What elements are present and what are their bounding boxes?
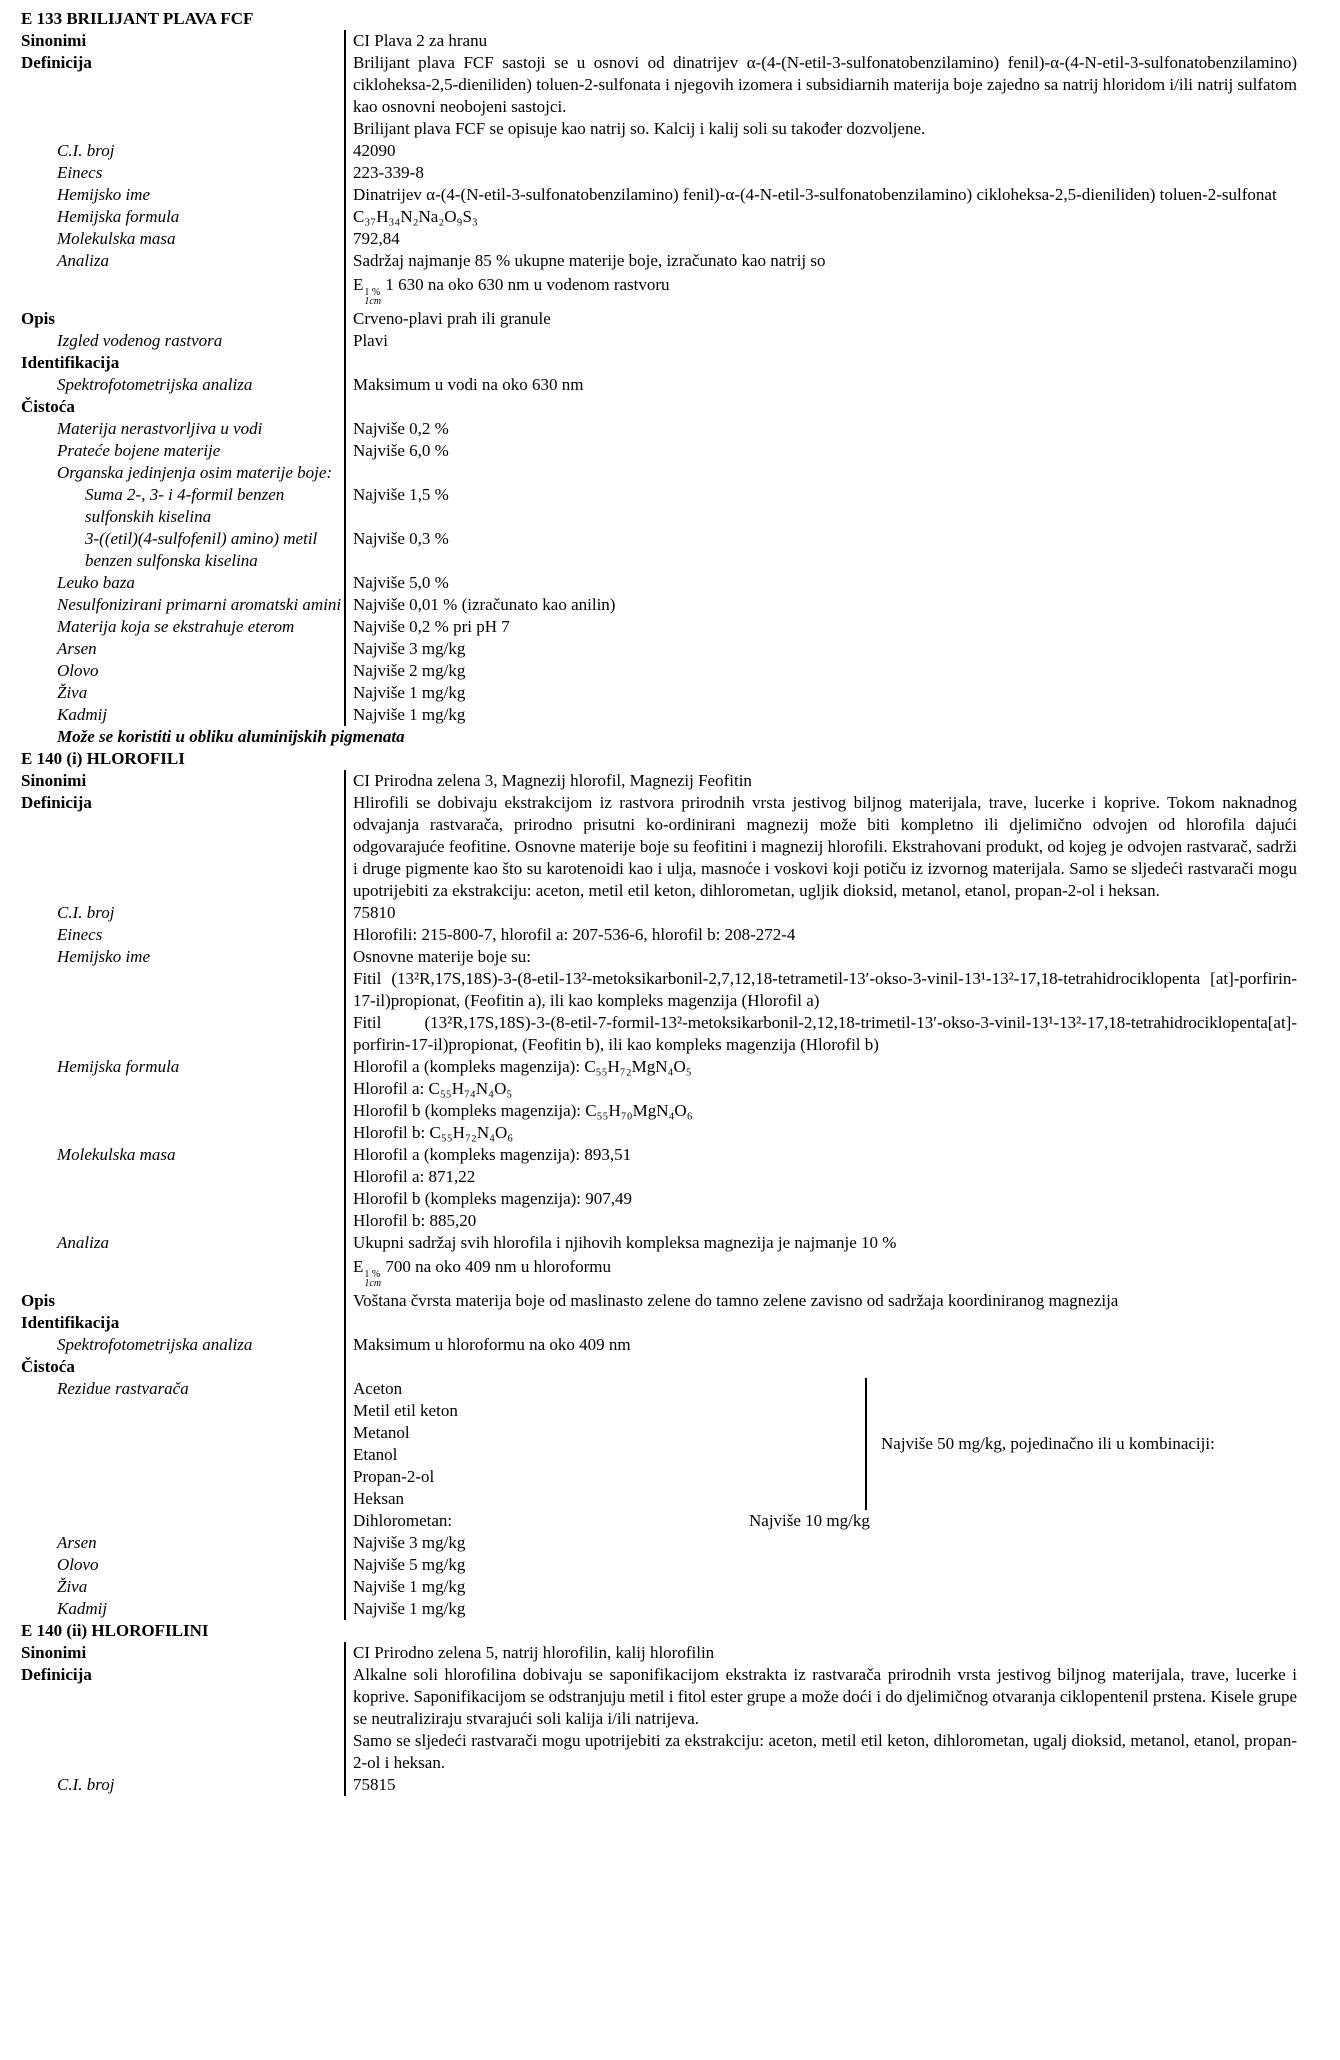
row-value [344, 184, 1297, 206]
value-line: 42090 [353, 141, 396, 160]
row-label: Definicija [21, 53, 92, 72]
value-line: Najviše 5 mg/kg [353, 1555, 466, 1574]
row-value [344, 1144, 1297, 1232]
value-line: Najviše 0,3 % [353, 529, 449, 548]
table-row [21, 1144, 1297, 1232]
row-label: Hemijsko ime [57, 947, 151, 966]
table-row [21, 184, 1297, 206]
row-value [344, 1774, 1297, 1796]
value-line: Najviše 0,2 % [353, 419, 449, 438]
solvent-item: Etanol [353, 1445, 398, 1464]
row-value [344, 1554, 1297, 1576]
extinction-subscript: 1cm [364, 1278, 382, 1289]
table-row [21, 946, 1297, 1056]
table-row [21, 1290, 1297, 1312]
table-row [21, 638, 1297, 660]
solvent-item: Aceton [353, 1379, 403, 1398]
table-row [21, 594, 1297, 616]
value-line: CI Prirodno zelena 5, natrij hlorofilin, kalij hlorofilin [353, 1643, 715, 1662]
section-heading: E 140 (ii) HLOROFILINI [21, 1621, 209, 1640]
value-line: Ukupni sadržaj svih hlorofila i njihovih kompleksa magnezija je najmanje 10 % [353, 1233, 897, 1252]
extinction-value: 1 630 na oko 630 nm u vodenom rastvoru [381, 275, 670, 294]
row-label: Definicija [21, 793, 92, 812]
row-value [344, 1232, 1297, 1290]
row-label: Sinonimi [21, 1643, 87, 1662]
row-label: Olovo [57, 1555, 99, 1574]
document-section [21, 8, 1297, 748]
table-row [21, 1774, 1297, 1796]
document-section [21, 748, 1297, 1620]
row-value [344, 30, 1297, 52]
solvent-residues-block [353, 1378, 1297, 1532]
value-line: Najviše 0,01 % (izračunato kao anilin) [353, 595, 616, 614]
row-label: Einecs [57, 163, 103, 182]
table-row [21, 30, 1297, 52]
row-label: Materija nerastvorljiva u vodi [57, 419, 263, 438]
row-label: Organska jedinjenja osim materije boje: [57, 463, 333, 482]
row-label: 3-((etil)(4-sulfofenil) amino) metil benzen sulfonska kiselina [85, 529, 318, 570]
table-row [21, 396, 1297, 418]
row-value [344, 1356, 1297, 1378]
row-label: Kadmij [57, 1599, 108, 1618]
table-row [21, 462, 1297, 484]
solvent-item: Metil etil keton [353, 1401, 458, 1420]
solvent-item: Heksan [353, 1489, 404, 1508]
value-line: Samo se sljedeći rastvarači mogu upotrijebiti za ekstrakciju: aceton, metil etil keton, dihlorometan, ugalj dioksid, metanol, etanol, propan-2-ol i heksan. [353, 1731, 1297, 1772]
section-heading: E 133 BRILIJANT PLAVA FCF [21, 9, 254, 28]
value-line: Hlorofil b (kompleks magenzija): C₅₅H₇₀MgN₄O₆ [353, 1101, 693, 1120]
table-row [21, 902, 1297, 924]
row-label: Molekulska masa [57, 1145, 176, 1164]
value-line: Dinatrijev α-(4-(N-etil-3-sulfonatobenzilamino) fenil)-α-(4-N-etil-3-sulfonatobenzilamino) cikloheksa-2,5-dieniliden) toluen-2-sulfonat [353, 185, 1277, 204]
row-value [344, 140, 1297, 162]
solvent-item: Metanol [353, 1423, 410, 1442]
extinction-line [353, 272, 1297, 308]
row-label: Nesulfonizirani primarni aromatski amini [57, 595, 342, 614]
row-label: Živa [57, 1577, 88, 1596]
solvent-combined-limit-text: Najviše 50 mg/kg, pojedinačno ili u kombinaciji: [881, 1434, 1215, 1453]
value-line: Hlorofil a: 871,22 [353, 1167, 476, 1186]
value-line: Najviše 1 mg/kg [353, 705, 466, 724]
solvent-bracket-group [353, 1378, 1297, 1510]
value-line: Najviše 0,2 % pri pH 7 [353, 617, 510, 636]
table-row [21, 52, 1297, 140]
value-line: Fitil (13²R,17S,18S)-3-(8-etil-13²-metoksikarbonil-2,7,12,18-tetrametil-13′-okso-3-vinil-13¹-13²-17,18-tetrahidrociklopenta [at]-porfirin-17-il)propionat, (Feofitin a), ili kao kompleks magenzija (Hlorofil a) [353, 969, 1297, 1010]
row-label: Sinonimi [21, 771, 87, 790]
solvent-limit: Najviše 10 mg/kg [749, 1511, 870, 1530]
table-row [21, 1598, 1297, 1620]
table-row [21, 308, 1297, 330]
table-row [21, 660, 1297, 682]
value-line: Najviše 1 mg/kg [353, 1577, 466, 1596]
row-label: Identifikacija [21, 1313, 120, 1332]
value-line: 75815 [353, 1775, 396, 1794]
row-value [344, 594, 1297, 616]
row-value [344, 682, 1297, 704]
value-line: CI Plava 2 za hranu [353, 31, 488, 50]
row-label: Opis [21, 1291, 56, 1310]
row-value [344, 440, 1297, 462]
table-row [21, 682, 1297, 704]
row-label: Hemijska formula [57, 1057, 180, 1076]
row-label: Čistoća [21, 1357, 75, 1376]
row-value [344, 902, 1297, 924]
row-label: Analiza [57, 251, 109, 270]
table-row [21, 924, 1297, 946]
row-value [344, 228, 1297, 250]
row-value [344, 572, 1297, 594]
table-row [21, 374, 1297, 396]
extinction-value: 700 na oko 409 nm u hloroformu [381, 1257, 612, 1276]
table-row [21, 770, 1297, 792]
table-row [21, 616, 1297, 638]
row-value [344, 462, 1297, 484]
value-line: Hlorofil a: C₅₅H₇₄N₄O₅ [353, 1079, 513, 1098]
table-row [21, 330, 1297, 352]
value-line: Najviše 6,0 % [353, 441, 449, 460]
value-line: CI Prirodna zelena 3, Magnezij hlorofil, Magnezij Feofitin [353, 771, 752, 790]
row-label: Kadmij [57, 705, 108, 724]
row-label: Spektrofotometrijska analiza [57, 375, 253, 394]
row-label: Suma 2-, 3- i 4-formil benzen sulfonskih kiselina [85, 485, 285, 526]
table-row [21, 1642, 1297, 1664]
row-value [344, 1532, 1297, 1554]
extinction-stack [364, 1270, 381, 1288]
row-value [344, 418, 1297, 440]
section-footnote: Može se koristiti u obliku aluminijskih pigmenata [57, 727, 405, 746]
table-row [21, 162, 1297, 184]
row-label: Identifikacija [21, 353, 120, 372]
row-label: Čistoća [21, 397, 75, 416]
row-value [344, 1576, 1297, 1598]
row-label: Opis [21, 309, 56, 328]
row-value [344, 638, 1297, 660]
table-row [21, 484, 1297, 528]
row-label: Arsen [57, 1533, 97, 1552]
row-label: C.I. broj [57, 903, 115, 922]
row-label: Materija koja se ekstrahuje eterom [57, 617, 295, 636]
row-label: Prateće bojene materije [57, 441, 221, 460]
table-row [21, 1532, 1297, 1554]
value-line: Hlorofil a (kompleks magenzija): 893,51 [353, 1145, 632, 1164]
value-line: Brilijant plava FCF se opisuje kao natrij so. Kalcij i kalij soli su također dozvoljene. [353, 119, 926, 138]
value-line: Najviše 5,0 % [353, 573, 449, 592]
row-value [344, 528, 1297, 572]
row-value [344, 52, 1297, 140]
table-row [21, 1554, 1297, 1576]
row-value [344, 308, 1297, 330]
row-value [344, 1378, 1297, 1532]
row-value [344, 924, 1297, 946]
value-line: Plavi [353, 331, 388, 350]
value-line: Najviše 1 mg/kg [353, 1599, 466, 1618]
table-row [21, 1312, 1297, 1334]
table-row [21, 250, 1297, 308]
row-value [344, 330, 1297, 352]
row-label: Analiza [57, 1233, 109, 1252]
row-label: Molekulska masa [57, 229, 176, 248]
table-row [21, 1056, 1297, 1144]
table-row [21, 528, 1297, 572]
table-row [21, 418, 1297, 440]
value-line: Hlorofil a (kompleks magenzija): C₅₅H₇₂MgN₄O₅ [353, 1057, 692, 1076]
row-value [344, 946, 1297, 1056]
table-row [21, 1576, 1297, 1598]
value-line: Hlirofili se dobivaju ekstrakcijom iz rastvora prirodnih vrsta jestivog biljnog materijala, trave, lucerke i koprive. Tokom naknadnog odvajanja rastvarača, prirodno prisutni ko-ordinirani magnezij može biti kompletno ili djelimično odvojen od hlorofila dajući odgovarajuće feofitine. Osnovne materije boje su feofitini i magnezij hlorofili. Ekstrahovani produkt, od kojeg je odvojen rastvarač, sadrži i druge pigmente kao što su karotenoidi kao i ulja, masnoće i voskovi koji potiču iz izvornog materijala. Samo se sljedeći rastvarači mogu upotrijebiti za ekstrakciju: aceton, metil etil keton, dihlorometan, ugljik dioksid, metanol, etanol, propan-2-ol i heksan. [353, 793, 1297, 900]
value-line: Najviše 1,5 % [353, 485, 449, 504]
value-line: Hlorofili: 215-800-7, hlorofil a: 207-536-6, hlorofil b: 208-272-4 [353, 925, 796, 944]
row-value [344, 770, 1297, 792]
value-line: Fitil (13²R,17S,18S)-3-(8-etil-7-formil-13²-metoksikarbonil-2,12,18-trimetil-13′-okso-3-vinil-13¹-13²-17,18-tetrahidrociklopenta[at]-porfirin-17-il)propionat, (Feofitin b), ili kao kompleks magenzija (Hlorofil b) [353, 1013, 1297, 1054]
table-row [21, 1232, 1297, 1290]
document-section [21, 1620, 1297, 1796]
extinction-symbol: E [353, 1257, 364, 1276]
row-value [344, 374, 1297, 396]
value-line: 75810 [353, 903, 396, 922]
solvent-combined-limit [865, 1378, 1215, 1510]
value-line: Maksimum u hloroformu na oko 409 nm [353, 1335, 631, 1354]
row-value [344, 704, 1297, 726]
value-line: C₃₇H₃₄N₂Na₂O₉S₃ [353, 207, 478, 226]
value-line: Najviše 2 mg/kg [353, 661, 466, 680]
table-row [21, 1356, 1297, 1378]
table-row [21, 1664, 1297, 1774]
table-row [21, 572, 1297, 594]
row-label: Sinonimi [21, 31, 87, 50]
row-value [344, 792, 1297, 902]
row-value [344, 484, 1297, 528]
row-label: Rezidue rastvarača [57, 1379, 189, 1398]
row-value [344, 396, 1297, 418]
extinction-superscript: 1 % [364, 287, 381, 298]
solvent-name: Dihlorometan: [353, 1511, 453, 1530]
value-line: Sadržaj najmanje 85 % ukupne materije boje, izračunato kao natrij so [353, 251, 826, 270]
table-row [21, 1378, 1297, 1532]
row-value [344, 250, 1297, 308]
value-line: Hlorofil b (kompleks magenzija): 907,49 [353, 1189, 633, 1208]
row-label: Živa [57, 683, 88, 702]
row-label: C.I. broj [57, 1775, 115, 1794]
extinction-symbol: E [353, 275, 364, 294]
row-value [344, 1334, 1297, 1356]
table-row [21, 228, 1297, 250]
value-line: 223-339-8 [353, 163, 424, 182]
row-value [344, 206, 1297, 228]
row-label: Leuko baza [57, 573, 135, 592]
row-value [344, 1598, 1297, 1620]
row-value [344, 162, 1297, 184]
extinction-stack [364, 288, 381, 306]
row-label: C.I. broj [57, 141, 115, 160]
value-line: Hlorofil b: C₅₅H₇₂N₄O₆ [353, 1123, 514, 1142]
value-line: Alkalne soli hlorofilina dobivaju se saponifikacijom ekstrakta iz rastvarača prirodnih vrsta jestivog biljnog materijala, trave, lucerke i koprive. Saponifikacijom se odstranjuju metil i fitol ester grupe a može doći i do djelimičnog otvaranja ciklopentenil prstena. Kisele grupe se neutraliziraju stvarajući soli kalija i/ili natrijeva. [353, 1665, 1297, 1728]
value-line: Najviše 3 mg/kg [353, 639, 466, 658]
value-line: Najviše 3 mg/kg [353, 1533, 466, 1552]
table-row [21, 792, 1297, 902]
value-line: Najviše 1 mg/kg [353, 683, 466, 702]
solvent-dichloromethane-row [353, 1510, 1297, 1532]
section-heading: E 140 (i) HLOROFILI [21, 749, 185, 768]
row-value [344, 1056, 1297, 1144]
row-label: Einecs [57, 925, 103, 944]
table-row [21, 1334, 1297, 1356]
value-line: Maksimum u vodi na oko 630 nm [353, 375, 584, 394]
row-value [344, 352, 1297, 374]
row-value [344, 1642, 1297, 1664]
table-row [21, 206, 1297, 228]
extinction-line [353, 1254, 1297, 1290]
row-label: Hemijska formula [57, 207, 180, 226]
row-value [344, 616, 1297, 638]
table-row [21, 352, 1297, 374]
extinction-superscript: 1 % [364, 1269, 381, 1280]
solvent-item: Propan-2-ol [353, 1467, 435, 1486]
value-line: Brilijant plava FCF sastoji se u osnovi od dinatrijev α-(4-(N-etil-3-sulfonatobenzilamino) fenil)-α-(4-N-etil-3-sulfonatobenzilamino) cikloheksa-2,5-dieniliden) toluen-2-sulfonata i njegovih izomera i subsidiarnih materija boje zajedno sa natrij hloridom i/ili natrij sulfatom kao osnovni neobojeni sastojci. [353, 53, 1297, 116]
extinction-subscript: 1cm [364, 296, 382, 307]
row-value [344, 1664, 1297, 1774]
value-line: Hlorofil b: 885,20 [353, 1211, 477, 1230]
row-value [344, 1312, 1297, 1334]
value-line: Crveno-plavi prah ili granule [353, 309, 551, 328]
row-label: Arsen [57, 639, 97, 658]
row-label: Izgled vodenog rastvora [57, 331, 223, 350]
row-label: Spektrofotometrijska analiza [57, 1335, 253, 1354]
value-line: 792,84 [353, 229, 400, 248]
solvent-list [353, 1378, 865, 1510]
table-row [21, 704, 1297, 726]
row-value [344, 660, 1297, 682]
value-line: Osnovne materije boje su: [353, 947, 531, 966]
row-label: Olovo [57, 661, 99, 680]
row-value [344, 1290, 1297, 1312]
value-line: Voštana čvrsta materija boje od maslinasto zelene do tamno zelene zavisno od sadržaja koordiniranog magnezija [353, 1291, 1119, 1310]
row-label: Hemijsko ime [57, 185, 151, 204]
table-row [21, 140, 1297, 162]
row-label: Definicija [21, 1665, 92, 1684]
table-row [21, 440, 1297, 462]
